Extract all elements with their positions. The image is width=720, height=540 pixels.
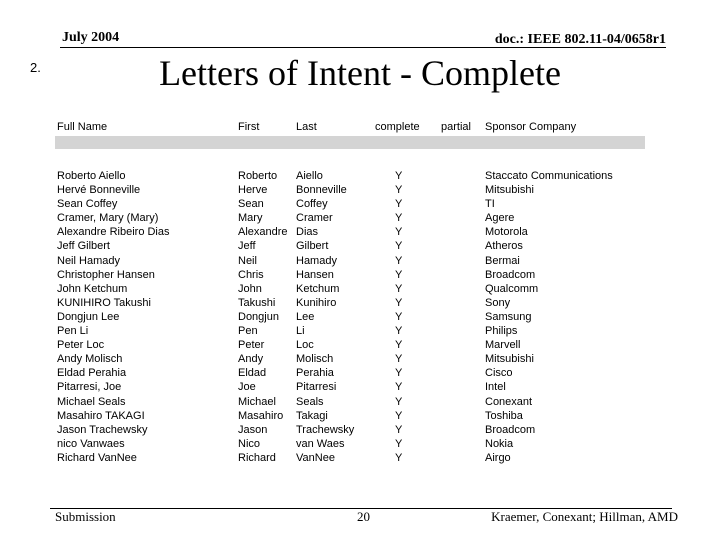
complete-cell: Y <box>395 409 403 422</box>
full-name-cell: Christopher Hansen <box>57 268 155 281</box>
table-row <box>55 183 645 197</box>
last-cell: Trachewsky <box>296 423 355 436</box>
table-row <box>55 282 645 296</box>
complete-cell: Y <box>395 198 403 211</box>
full-name-cell: Pen Li <box>57 325 89 338</box>
sponsor-cell: Mitsubishi <box>485 353 534 366</box>
last-cell: Pitarresi <box>296 381 337 394</box>
complete-cell: Y <box>395 325 403 338</box>
sponsor-cell: Conexant <box>485 395 533 408</box>
full-name-cell: John Ketchum <box>57 282 128 295</box>
table-row <box>55 366 645 380</box>
sponsor-cell: Mitsubishi <box>485 184 534 197</box>
column-header-complete: complete <box>375 121 420 133</box>
complete-cell: Y <box>395 395 403 408</box>
first-cell: Michael <box>238 395 276 408</box>
sponsor-cell: Sony <box>485 296 511 309</box>
last-cell: Ketchum <box>296 282 340 295</box>
sponsor-cell: Samsung <box>485 310 532 323</box>
full-name-cell: Roberto Aiello <box>57 170 126 182</box>
complete-cell: Y <box>395 437 403 450</box>
full-name-cell: Richard VanNee <box>57 451 137 464</box>
full-name-cell: Michael Seals <box>57 395 126 408</box>
full-name-cell: KUNIHIRO Takushi <box>57 296 151 309</box>
complete-cell: Y <box>395 240 403 253</box>
first-cell: Roberto <box>238 170 278 182</box>
complete-cell: Y <box>395 339 403 352</box>
footer-authors: Kraemer, Conexant; Hillman, AMD <box>491 509 678 524</box>
first-cell: John <box>238 282 262 295</box>
first-cell: Joe <box>238 381 256 394</box>
full-name-cell: Sean Coffey <box>57 198 118 211</box>
first-cell: Jason <box>238 423 268 436</box>
header-date: July 2004 <box>62 30 120 45</box>
sponsor-cell: Marvell <box>485 339 521 352</box>
footer-page-number: 20 <box>357 509 370 524</box>
first-cell: Peter <box>238 339 265 352</box>
complete-cell: Y <box>395 226 403 239</box>
sponsor-cell: Atheros <box>485 240 523 253</box>
column-header-sponsor: Sponsor Company <box>485 121 577 133</box>
first-cell: Neil <box>238 254 257 267</box>
table-row <box>55 423 645 437</box>
last-cell: Takagi <box>296 409 328 422</box>
last-cell: Dias <box>296 226 319 239</box>
first-cell: Takushi <box>238 296 276 309</box>
last-cell: Lee <box>296 310 315 323</box>
slide-title: Letters of Intent - Complete <box>159 53 561 93</box>
header-separator-band <box>55 136 645 149</box>
last-cell: Bonneville <box>296 184 347 197</box>
table-row <box>55 380 645 394</box>
full-name-cell: Neil Hamady <box>57 254 120 267</box>
first-cell: Richard <box>238 451 276 464</box>
table-row <box>55 437 645 451</box>
letters-table <box>55 120 645 465</box>
last-cell: Gilbert <box>296 240 329 253</box>
full-name-cell: Jeff Gilbert <box>57 240 110 253</box>
complete-cell: Y <box>395 381 403 394</box>
table-row <box>55 225 645 239</box>
full-name-cell: Pitarresi, Joe <box>57 381 122 394</box>
complete-cell: Y <box>395 451 403 464</box>
table-row <box>55 197 645 211</box>
complete-cell: Y <box>395 212 403 225</box>
slide-number: 2. <box>30 60 41 75</box>
full-name-cell: Cramer, Mary (Mary) <box>57 212 159 225</box>
sponsor-cell: Broadcom <box>485 268 536 281</box>
complete-cell: Y <box>395 423 403 436</box>
table-row <box>55 239 645 253</box>
last-cell: Cramer <box>296 212 333 225</box>
table-row <box>55 395 645 409</box>
sponsor-cell: Broadcom <box>485 423 536 436</box>
column-header-first: First <box>238 121 260 133</box>
sponsor-cell: Cisco <box>485 367 513 380</box>
first-cell: Alexandre <box>238 226 288 239</box>
table-row <box>55 310 645 324</box>
first-cell: Jeff <box>238 240 256 253</box>
sponsor-cell: Toshiba <box>485 409 523 422</box>
full-name-cell: Alexandre Ribeiro Dias <box>57 226 170 239</box>
last-cell: Hamady <box>296 254 337 267</box>
last-cell: Kunihiro <box>296 296 337 309</box>
column-header-partial: partial <box>441 121 471 133</box>
full-name-cell: nico Vanwaes <box>57 437 125 450</box>
first-cell: Masahiro <box>238 409 284 422</box>
full-name-cell: Hervé Bonneville <box>57 184 141 197</box>
first-cell: Eldad <box>238 367 267 380</box>
complete-cell: Y <box>395 254 403 267</box>
full-name-cell: Eldad Perahia <box>57 367 127 380</box>
sponsor-cell: Nokia <box>485 437 514 450</box>
first-cell: Andy <box>238 353 264 366</box>
first-cell: Chris <box>238 268 264 281</box>
table-row <box>55 409 645 423</box>
footer-submission: Submission <box>55 509 116 524</box>
last-cell: Molisch <box>296 353 334 366</box>
complete-cell: Y <box>395 310 403 323</box>
sponsor-cell: Motorola <box>485 226 528 239</box>
complete-cell: Y <box>395 353 403 366</box>
first-cell: Herve <box>238 184 268 197</box>
last-cell: Hansen <box>296 268 334 281</box>
last-cell: Li <box>296 325 305 338</box>
last-cell: VanNee <box>296 451 335 464</box>
complete-cell: Y <box>395 296 403 309</box>
sponsor-cell: Airgo <box>485 451 511 464</box>
last-cell: Seals <box>296 395 324 408</box>
complete-cell: Y <box>395 367 403 380</box>
sponsor-cell: TI <box>485 198 495 211</box>
table-row <box>55 352 645 366</box>
last-cell: Loc <box>296 339 314 352</box>
last-cell: van Waes <box>296 437 345 450</box>
complete-cell: Y <box>395 184 403 197</box>
full-name-cell: Peter Loc <box>57 339 105 352</box>
first-cell: Sean <box>238 198 264 211</box>
table-header-row <box>55 120 645 135</box>
table-row <box>55 268 645 282</box>
table-row <box>55 254 645 268</box>
table-row <box>55 169 645 183</box>
full-name-cell: Dongjun Lee <box>57 310 120 323</box>
table-row <box>55 338 645 352</box>
complete-cell: Y <box>395 268 403 281</box>
table-row <box>55 451 645 465</box>
full-name-cell: Jason Trachewsky <box>57 423 148 436</box>
full-name-cell: Andy Molisch <box>57 353 123 366</box>
complete-cell: Y <box>395 170 403 182</box>
column-header-last: Last <box>296 121 317 133</box>
sponsor-cell: Philips <box>485 325 518 338</box>
sponsor-cell: Bermai <box>485 254 520 267</box>
header-doc-id: doc.: IEEE 802.11-04/0658r1 <box>494 32 666 47</box>
last-cell: Aiello <box>296 170 323 182</box>
first-cell: Nico <box>238 437 261 450</box>
table-row <box>55 296 645 310</box>
first-cell: Dongjun <box>238 310 279 323</box>
table-row <box>55 324 645 338</box>
sponsor-cell: Agere <box>485 212 515 225</box>
header-rule <box>60 47 666 48</box>
full-name-cell: Masahiro TAKAGI <box>57 409 145 422</box>
first-cell: Pen <box>238 325 258 338</box>
last-cell: Coffey <box>296 198 328 211</box>
first-cell: Mary <box>238 212 263 225</box>
column-header-full-name: Full Name <box>57 121 108 133</box>
last-cell: Perahia <box>296 367 334 380</box>
table-row <box>55 211 645 225</box>
sponsor-cell: Qualcomm <box>485 282 539 295</box>
sponsor-cell: Intel <box>485 381 506 394</box>
complete-cell: Y <box>395 282 403 295</box>
sponsor-cell: Staccato Communications <box>485 170 613 182</box>
